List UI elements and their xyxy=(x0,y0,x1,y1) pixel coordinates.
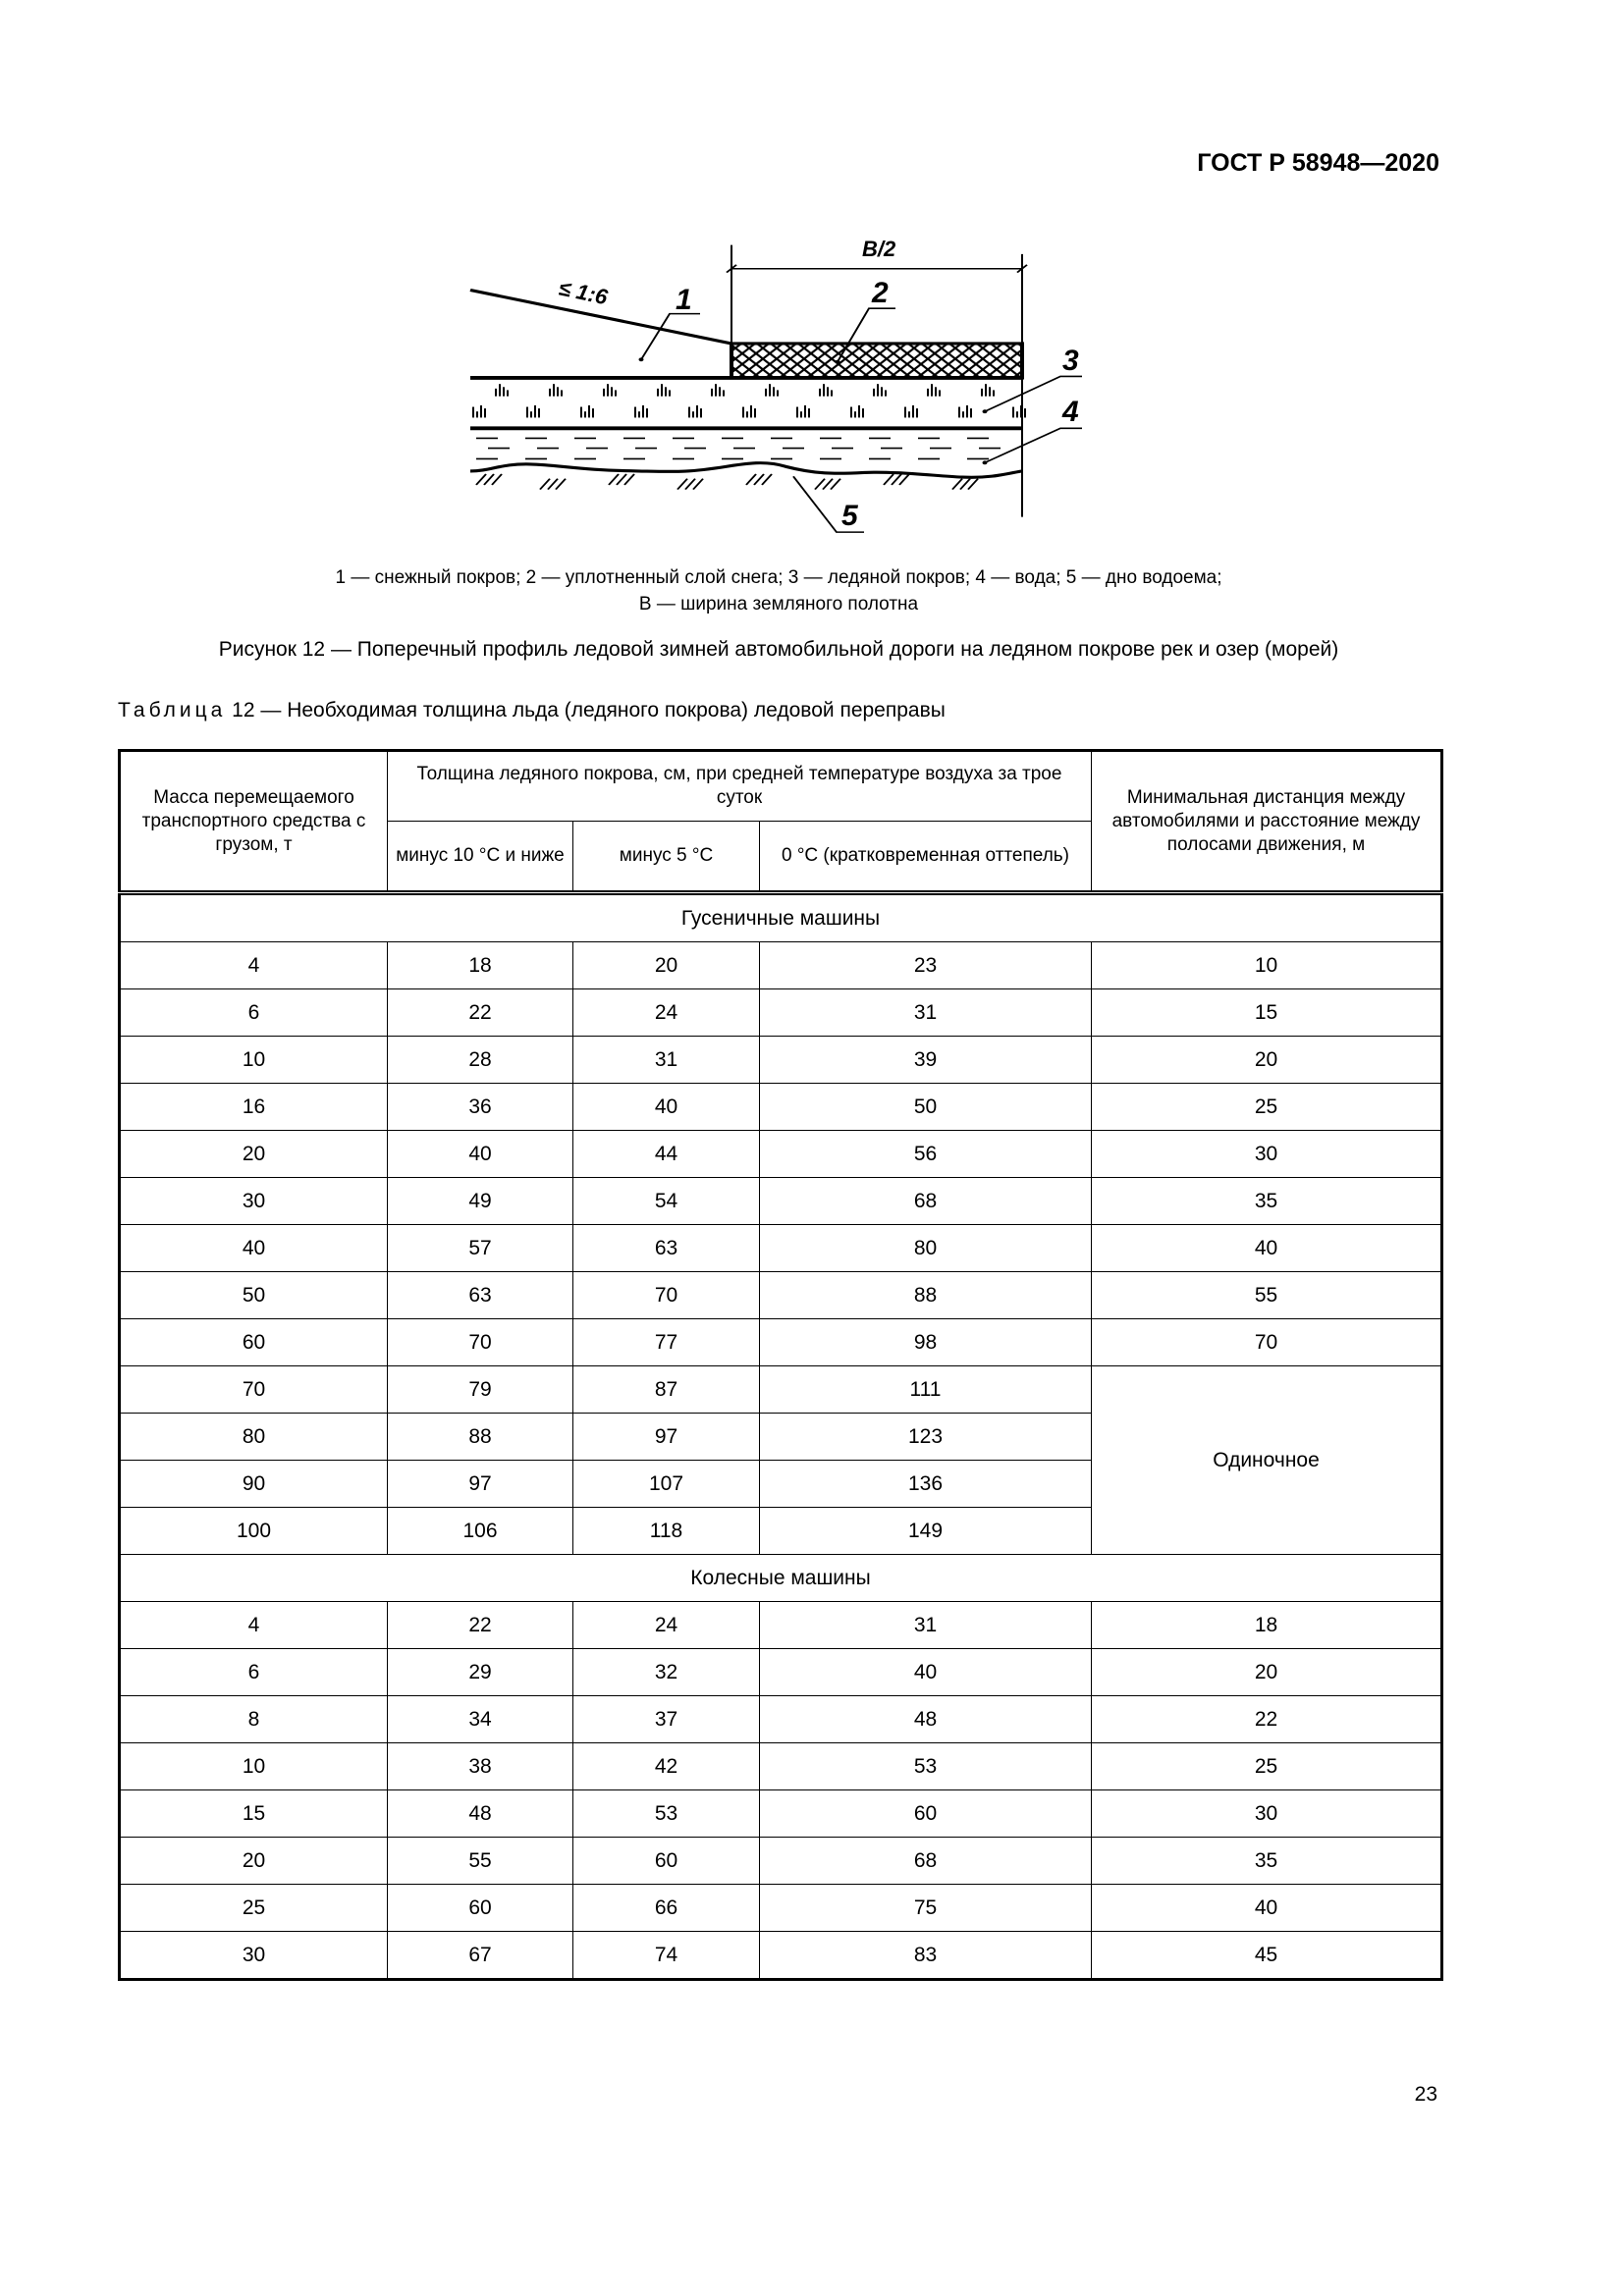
table-cell: 53 xyxy=(573,1790,760,1838)
table-cell: 37 xyxy=(573,1696,760,1743)
table-cell: 20 xyxy=(120,1131,388,1178)
table-row xyxy=(120,1649,1442,1696)
figure-legend-line-2: B — ширина земляного полотна xyxy=(638,594,919,614)
table-cell: 74 xyxy=(573,1932,760,1980)
table-row xyxy=(120,1885,1442,1932)
table-cell: 15 xyxy=(120,1790,388,1838)
table-cell: 63 xyxy=(388,1272,573,1319)
table-cell: 20 xyxy=(573,942,760,989)
table-row xyxy=(120,1131,1442,1178)
table-cell: 25 xyxy=(1092,1084,1442,1131)
table-cell: 77 xyxy=(573,1319,760,1366)
table-cell: 106 xyxy=(388,1508,573,1555)
table-cell: 87 xyxy=(573,1366,760,1414)
table-cell: 10 xyxy=(120,1037,388,1084)
road-cross-section-figure xyxy=(0,0,1624,550)
table-cell: 60 xyxy=(388,1885,573,1932)
table-cell: 23 xyxy=(760,942,1092,989)
table-cell: 123 xyxy=(760,1414,1092,1461)
table-cell: 60 xyxy=(573,1838,760,1885)
table-cell: 40 xyxy=(1092,1885,1442,1932)
table-cell: 75 xyxy=(760,1885,1092,1932)
dimension-label: B/2 xyxy=(862,237,896,261)
table-cell: 66 xyxy=(573,1885,760,1932)
table-cell: 8 xyxy=(120,1696,388,1743)
table-cell: 31 xyxy=(760,989,1092,1037)
table-cell: 22 xyxy=(388,989,573,1037)
header-thickness: Толщина ледяного покрова, см, при средней температуре воздуха за трое суток xyxy=(388,751,1092,822)
table-cell: 35 xyxy=(1092,1178,1442,1225)
group-row xyxy=(120,893,1442,942)
table-cell: 35 xyxy=(1092,1838,1442,1885)
table-cell: 136 xyxy=(760,1461,1092,1508)
table-cell: 60 xyxy=(760,1790,1092,1838)
table-row xyxy=(120,1602,1442,1649)
table-cell: 31 xyxy=(760,1602,1092,1649)
table-row xyxy=(120,1932,1442,1980)
table-row xyxy=(120,1272,1442,1319)
table-cell: 28 xyxy=(388,1037,573,1084)
table-cell: 18 xyxy=(388,942,573,989)
table-cell: 98 xyxy=(760,1319,1092,1366)
table-cell: 25 xyxy=(120,1885,388,1932)
table-label: Таблица xyxy=(118,699,227,721)
table-row xyxy=(120,1790,1442,1838)
table-cell: 29 xyxy=(388,1649,573,1696)
table-cell: 50 xyxy=(760,1084,1092,1131)
table-cell: 107 xyxy=(573,1461,760,1508)
table-cell: 30 xyxy=(120,1932,388,1980)
label-4: 4 xyxy=(1062,396,1079,428)
table-cell: 42 xyxy=(573,1743,760,1790)
table-cell: 50 xyxy=(120,1272,388,1319)
table-cell: 20 xyxy=(1092,1037,1442,1084)
figure-caption: Рисунок 12 — Поперечный профиль ледовой зимней автомобильной дороги на ледяном покрове рек и озер (морей) xyxy=(218,638,1339,661)
table-cell: 20 xyxy=(1092,1649,1442,1696)
ice-thickness-table xyxy=(118,749,1443,1981)
merged-distance-cell: Одиночное xyxy=(1092,1366,1442,1555)
group-title: Гусеничные машины xyxy=(120,893,1442,942)
table-cell: 68 xyxy=(760,1178,1092,1225)
table-cell: 30 xyxy=(120,1178,388,1225)
header-minus5: минус 5 °С xyxy=(573,822,760,893)
table-cell: 18 xyxy=(1092,1602,1442,1649)
page-number: 23 xyxy=(1414,2083,1437,2106)
table-title xyxy=(118,699,946,722)
table-row xyxy=(120,1838,1442,1885)
table-cell: 111 xyxy=(760,1366,1092,1414)
table-cell: 24 xyxy=(573,1602,760,1649)
table-cell: 100 xyxy=(120,1508,388,1555)
table-cell: 45 xyxy=(1092,1932,1442,1980)
table-cell: 31 xyxy=(573,1037,760,1084)
header-minus10: минус 10 °С и ниже xyxy=(388,822,573,893)
table-cell: 60 xyxy=(120,1319,388,1366)
table-cell: 16 xyxy=(120,1084,388,1131)
label-3: 3 xyxy=(1062,345,1079,377)
table-cell: 79 xyxy=(388,1366,573,1414)
table-cell: 4 xyxy=(120,942,388,989)
slope-label: ≤ 1:6 xyxy=(556,275,611,310)
table-cell: 15 xyxy=(1092,989,1442,1037)
compacted-snow-layer xyxy=(731,344,1022,378)
table-cell: 44 xyxy=(573,1131,760,1178)
table-cell: 57 xyxy=(388,1225,573,1272)
table-cell: 88 xyxy=(760,1272,1092,1319)
table-cell: 67 xyxy=(388,1932,573,1980)
table-cell: 56 xyxy=(760,1131,1092,1178)
table-cell: 149 xyxy=(760,1508,1092,1555)
table-cell: 10 xyxy=(1092,942,1442,989)
table-cell: 63 xyxy=(573,1225,760,1272)
table-cell: 10 xyxy=(120,1743,388,1790)
group-title: Колесные машины xyxy=(120,1555,1442,1602)
table-cell: 68 xyxy=(760,1838,1092,1885)
table-cell: 25 xyxy=(1092,1743,1442,1790)
table-cell: 55 xyxy=(1092,1272,1442,1319)
table-row xyxy=(120,1037,1442,1084)
table-cell: 34 xyxy=(388,1696,573,1743)
table-row xyxy=(120,1319,1442,1366)
table-cell: 40 xyxy=(120,1225,388,1272)
table-row xyxy=(120,1366,1442,1414)
table-cell: 118 xyxy=(573,1508,760,1555)
table-row xyxy=(120,1696,1442,1743)
table-cell: 40 xyxy=(573,1084,760,1131)
header-zero: 0 °С (кратковременная оттепель) xyxy=(760,822,1092,893)
figure-legend-line-1: 1 — снежный покров; 2 — уплотненный слой снега; 3 — ледяной покров; 4 — вода; 5 — дно водоема; xyxy=(335,567,1222,588)
label-1: 1 xyxy=(676,284,692,316)
table-cell: 97 xyxy=(573,1414,760,1461)
table-cell: 70 xyxy=(1092,1319,1442,1366)
table-cell: 88 xyxy=(388,1414,573,1461)
table-cell: 39 xyxy=(760,1037,1092,1084)
table-cell: 48 xyxy=(760,1696,1092,1743)
group-row xyxy=(120,1555,1442,1602)
table-cell: 40 xyxy=(388,1131,573,1178)
table-cell: 32 xyxy=(573,1649,760,1696)
table-cell: 55 xyxy=(388,1838,573,1885)
table-cell: 24 xyxy=(573,989,760,1037)
table-cell: 6 xyxy=(120,1649,388,1696)
table-cell: 36 xyxy=(388,1084,573,1131)
table-cell: 30 xyxy=(1092,1790,1442,1838)
table-row xyxy=(120,942,1442,989)
table-row xyxy=(120,1178,1442,1225)
table-cell: 49 xyxy=(388,1178,573,1225)
table-cell: 70 xyxy=(573,1272,760,1319)
table-cell: 40 xyxy=(760,1649,1092,1696)
table-cell: 22 xyxy=(1092,1696,1442,1743)
table-cell: 70 xyxy=(388,1319,573,1366)
table-cell: 97 xyxy=(388,1461,573,1508)
table-cell: 22 xyxy=(388,1602,573,1649)
document-id-header: ГОСТ Р 58948—2020 xyxy=(1197,149,1439,177)
table-cell: 48 xyxy=(388,1790,573,1838)
table-cell: 90 xyxy=(120,1461,388,1508)
label-5: 5 xyxy=(841,500,858,532)
table-title-text: 12 — Необходимая толщина льда (ледяного покрова) ледовой переправы xyxy=(226,699,946,721)
label-2: 2 xyxy=(872,277,889,309)
table-cell: 53 xyxy=(760,1743,1092,1790)
table-cell: 80 xyxy=(120,1414,388,1461)
table-cell: 20 xyxy=(120,1838,388,1885)
table-cell: 40 xyxy=(1092,1225,1442,1272)
table-row xyxy=(120,1743,1442,1790)
table-cell: 4 xyxy=(120,1602,388,1649)
table-cell: 83 xyxy=(760,1932,1092,1980)
table-cell: 80 xyxy=(760,1225,1092,1272)
header-mass: Масса перемещаемого транспортного средства с грузом, т xyxy=(120,751,388,893)
table-cell: 54 xyxy=(573,1178,760,1225)
table-cell: 70 xyxy=(120,1366,388,1414)
table-cell: 6 xyxy=(120,989,388,1037)
table-cell: 30 xyxy=(1092,1131,1442,1178)
table-row xyxy=(120,989,1442,1037)
header-distance: Минимальная дистанция между автомобилями и расстояние между полосами движения, м xyxy=(1092,751,1442,893)
table-cell: 38 xyxy=(388,1743,573,1790)
table-row xyxy=(120,1225,1442,1272)
table-row xyxy=(120,1084,1442,1131)
